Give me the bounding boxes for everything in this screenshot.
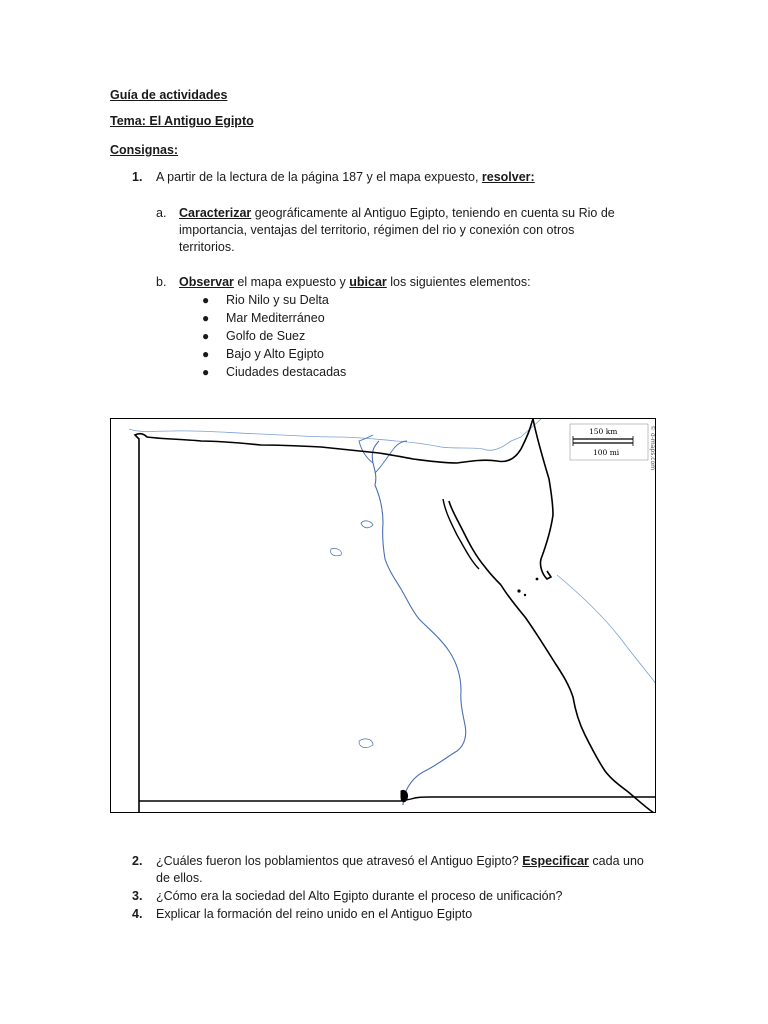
item-2-line1 [156,852,644,870]
item-1-verb: resolver: [481,170,535,184]
item-a-verb: Caracterizar [179,206,252,220]
item-2-text-after: cada uno [588,854,644,868]
topic-heading: Tema: El Antiguo Egipto [110,114,254,128]
item-b-middle: el mapa expuesto y [233,275,350,289]
bullet-dot: ● [202,311,210,325]
item-a-line1-rest: geográficamente al Antiguo Egipto, teniendo en cuenta su Rio de [251,206,615,220]
gulf-of-suez-coast [449,501,501,585]
item-a-line2: importancia, ventajas del territorio, régimen del rio y conexión con otros [179,223,575,237]
item-b-letter: b. [156,275,167,289]
southern-border [139,797,656,801]
faiyum-lake [361,521,373,528]
egypt-map-svg [111,419,656,813]
nile-delta-branch-west [359,435,373,463]
mediterranean-coastline [129,419,541,450]
item-a-line3: territorios. [179,240,235,254]
lake-nasser [401,790,408,801]
item-1-number: 1. [132,170,143,184]
bullet-item-upper-lower: Bajo y Alto Egipto [226,347,324,361]
item-a-letter: a. [156,206,167,220]
southern-oasis [359,739,373,748]
item-b-verb-ubicar: ubicar [349,275,387,289]
item-1-text-before: A partir de la lectura de la página 187 y el mapa expuesto, [156,170,482,184]
bullet-item-nile: Rio Nilo y su Delta [226,293,329,307]
item-b-line [179,273,531,291]
bullet-dot: ● [202,365,210,379]
bullet-item-cities: Ciudades destacadas [226,365,347,379]
island [536,578,539,581]
sinai-and-red-sea-coast [533,419,553,579]
scale-km-label: 150 km [589,427,618,436]
item-b-rest: los siguientes elementos: [386,275,531,289]
red-sea-east-line [557,575,656,685]
item-a-line1 [179,204,615,222]
item-2-line2: de ellos. [156,871,203,885]
red-sea-west-coast [501,585,656,813]
item-2-verb: Especificar [522,854,589,868]
bullet-item-mediterranean: Mar Mediterráneo [226,311,325,325]
item-3-text: ¿Cómo era la sociedad del Alto Egipto durante el proceso de unificación? [156,889,563,903]
western-oasis [331,548,342,555]
item-3-number: 3. [132,889,143,903]
egypt-border [135,419,533,813]
item-4-text: Explicar la formación del reino unido en el Antiguo Egipto [156,907,473,921]
bullet-dot: ● [202,293,210,307]
bullet-dot: ● [202,329,210,343]
item-2-text-before: ¿Cuáles fueron los poblamientos que atravesó el Antiguo Egipto? [156,854,523,868]
island [517,589,520,592]
scale-bar [570,424,656,470]
item-b-verb-observar: Observar [179,275,234,289]
bullet-item-suez: Golfo de Suez [226,329,306,343]
item-4-number: 4. [132,907,143,921]
instructions-heading: Consignas: [110,143,179,157]
document-title: Guía de actividades [110,88,228,102]
item-2-number: 2. [132,854,143,868]
scale-mi-label: 100 mi [593,448,620,457]
bullet-dot: ● [202,347,210,361]
gulf-of-suez-west-coast [443,499,479,569]
nile-river [372,441,465,805]
map-credit: © d-maps.com [649,425,656,471]
island [524,594,526,596]
egypt-outline-map [110,418,656,813]
item-1-text [156,168,535,186]
